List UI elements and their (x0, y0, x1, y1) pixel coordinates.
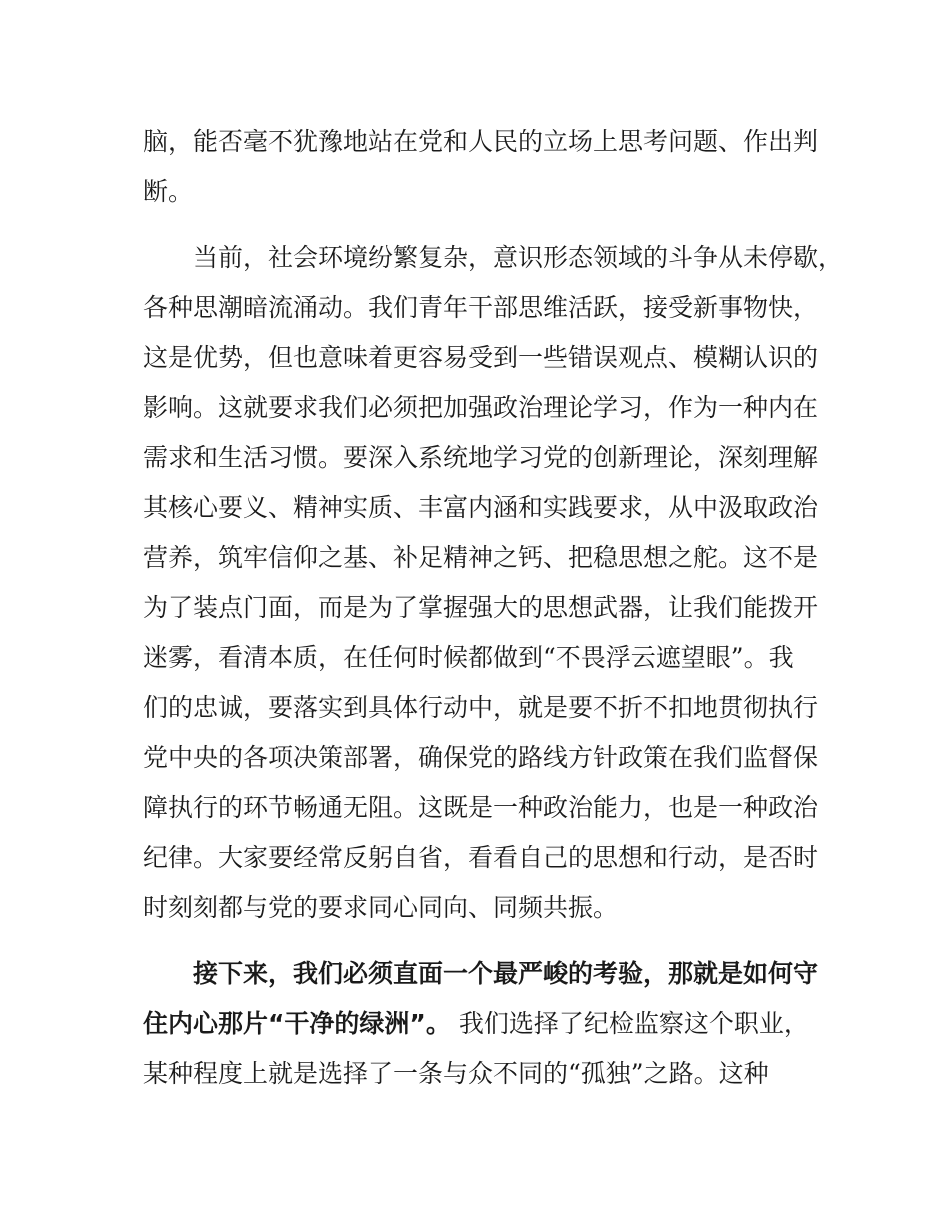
paragraph-2-line-3: 这是优势，但也意味着更容易受到一些错误观点、模糊认识的 (143, 343, 819, 372)
paragraph-2-line-8: 为了装点门面，而是为了掌握强大的思想武器，让我们能拨开 (143, 593, 819, 622)
paragraph-3-line-2-bold: 住内心那片“干净的绿洲”。 (143, 1009, 451, 1038)
paragraph-3-line-3: 某种程度上就是选择了一条与众不同的“孤独”之路。这种 (143, 1059, 769, 1088)
paragraph-2-line-12: 障执行的环节畅通无阻。这既是一种政治能力，也是一种政治 (143, 793, 819, 822)
paragraph-3-line-1: 接下来，我们必须直面一个最严峻的考验，那就是如何守 (193, 959, 819, 988)
paragraph-2-line-11: 党中央的各项决策部署，确保党的路线方针政策在我们监督保 (143, 743, 819, 772)
paragraph-1-line-1: 脑，能否毫不犹豫地站在党和人民的立场上思考问题、作出判 (143, 127, 819, 156)
paragraph-2-line-4: 影响。这就要求我们必须把加强政治理论学习，作为一种内在 (143, 393, 819, 422)
paragraph-2-line-6: 其核心要义、精神实质、丰富内涵和实践要求，从中汲取政治 (143, 493, 819, 522)
paragraph-2-line-5: 需求和生活习惯。要深入系统地学习党的创新理论，深刻理解 (143, 443, 819, 472)
paragraph-2-line-13: 纪律。大家要经常反躬自省，看看自己的思想和行动，是否时 (143, 843, 819, 872)
paragraph-2-line-1: 当前，社会环境纷繁复杂，意识形态领域的斗争从未停歇， (193, 243, 844, 272)
paragraph-2-line-9: 迷雾，看清本质，在任何时候都做到“不畏浮云遮望眼”。我 (143, 643, 794, 672)
paragraph-2-line-2: 各种思潮暗流涌动。我们青年干部思维活跃，接受新事物快， (143, 293, 819, 322)
paragraph-3-line-2-normal: 我们选择了纪检监察这个职业， (450, 1009, 809, 1038)
paragraph-2-line-7: 营养，筑牢信仰之基、补足精神之钙、把稳思想之舵。这不是 (143, 543, 819, 572)
paragraph-1-line-2: 断。 (143, 177, 194, 206)
paragraph-3-line-2 (143, 1009, 809, 1039)
paragraph-2-line-10: 们的忠诚，要落实到具体行动中，就是要不折不扣地贯彻执行 (143, 693, 819, 722)
paragraph-2-line-14: 时刻刻都与党的要求同心同向、同频共振。 (143, 893, 619, 922)
